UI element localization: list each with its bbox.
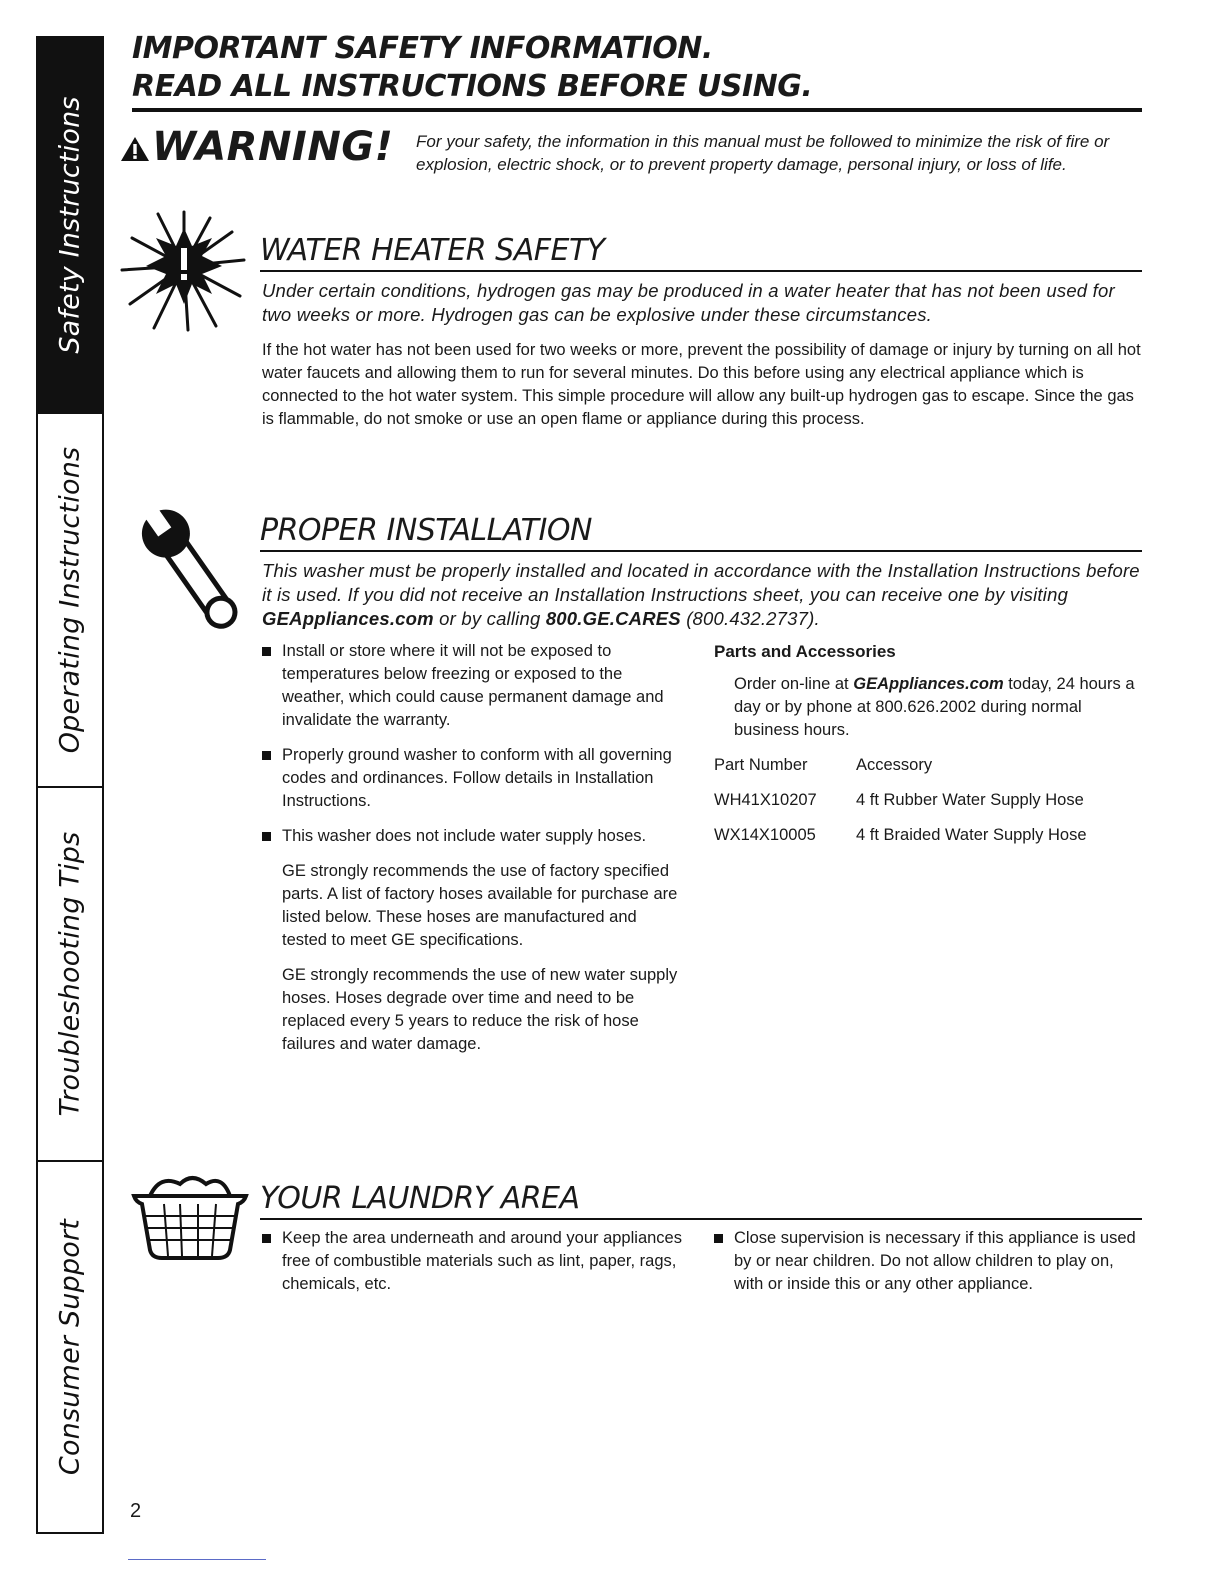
lead-text: or by calling bbox=[433, 608, 546, 629]
laundry-right bbox=[714, 1227, 1144, 1308]
tab-safety-instructions[interactable] bbox=[36, 36, 104, 414]
parts-table bbox=[714, 754, 1087, 859]
list-item: Close supervision is necessary if this appliance is used by or near children. Do not allow children to play on, with or inside this or any other appliance. bbox=[714, 1227, 1144, 1296]
page-number: 2 bbox=[130, 1500, 142, 1522]
installation-column bbox=[262, 640, 682, 1068]
list-item: Keep the area underneath and around your appliances free of combustible materials such as lint, paper, rags, chemicals, etc. bbox=[262, 1227, 682, 1296]
lead-text: This washer must be properly installed and located in accordance with the Installation Instructions before it is used. If you did not receive an Installation Instructions sheet, you can receive one by visiting bbox=[262, 560, 1140, 605]
tab-operating-instructions[interactable] bbox=[36, 412, 104, 788]
tab-label: Safety Instructions bbox=[54, 96, 86, 354]
lead-text: (800.432.2737). bbox=[680, 608, 820, 629]
warning-triangle-icon bbox=[120, 124, 150, 174]
column-header-accessory: Accessory bbox=[856, 756, 933, 774]
site-link[interactable]: GEAppliances.com bbox=[853, 675, 1004, 693]
laundry-left bbox=[262, 1227, 682, 1308]
water-heater-title: WATER HEATER SAFETY bbox=[260, 232, 1142, 272]
warning-title: WARNING! bbox=[152, 124, 394, 170]
warning-text: For your safety, the information in this manual must be followed to minimize the risk of fire or explosion, electric shock, or to prevent property damage, personal injury, or loss of life. bbox=[416, 132, 1110, 174]
installation-lead bbox=[262, 559, 1142, 631]
accessory-cell: 4 ft Braided Water Supply Hose bbox=[856, 826, 1087, 844]
list-item: Install or store where it will not be exposed to temperatures below freezing or exposed to the weather, which could cause permanent damage and invalidate the warranty. bbox=[262, 640, 682, 732]
footer-rule bbox=[128, 1559, 266, 1560]
tab-troubleshooting-tips[interactable] bbox=[36, 786, 104, 1162]
laundry-basket-icon bbox=[130, 1172, 250, 1267]
laundry-title: YOUR LAUNDRY AREA bbox=[260, 1180, 1142, 1220]
installation-title: PROPER INSTALLATION bbox=[260, 512, 1142, 552]
table-header-row bbox=[714, 754, 1087, 789]
water-heater-lead: Under certain conditions, hydrogen gas may be produced in a water heater that has not been used for two weeks or more. Hydrogen gas can be explosive under these circumstances. bbox=[262, 280, 1115, 325]
side-tabs bbox=[36, 36, 106, 1534]
list-item: This washer does not include water supply hoses. bbox=[262, 825, 682, 848]
part-number-cell: WH41X10207 bbox=[714, 791, 817, 809]
wrench-icon bbox=[130, 498, 250, 643]
part-number-cell: WX14X10005 bbox=[714, 826, 816, 844]
factory-parts-note: GE strongly recommends the use of factory specified parts. A list of factory hoses available for purchase are listed below. These hoses are manufactured and tested to meet GE specifications. bbox=[282, 862, 678, 949]
column-header-part: Part Number bbox=[714, 756, 808, 774]
list-item: Properly ground washer to conform with all governing codes and ordinances. Follow details in Installation Instructions. bbox=[262, 744, 682, 813]
warning-heading bbox=[120, 122, 393, 174]
page-header bbox=[132, 30, 1142, 112]
header-line-1: IMPORTANT SAFETY INFORMATION. bbox=[132, 31, 713, 66]
parts-title: Parts and Accessories bbox=[714, 642, 896, 661]
accessory-cell: 4 ft Rubber Water Supply Hose bbox=[856, 791, 1084, 809]
explosion-icon bbox=[118, 204, 250, 339]
water-heater-body: If the hot water has not been used for two weeks or more, prevent the possibility of damage or injury by turning on all hot water faucets and allowing them to run for several minutes. Do this before using any electrical appliance which is connected to the hot water system. This simple procedure will allow any built-up hydrogen gas to escape. Since the gas is flammable, do not smoke or use an open flame or appliance during this process. bbox=[262, 341, 1141, 428]
table-row bbox=[714, 824, 1087, 859]
tab-label: Operating Instructions bbox=[54, 446, 86, 754]
order-text: today, 24 hours a day or by phone at 800.626.2002 during normal business hours. bbox=[734, 675, 1135, 739]
phone-number: 800.GE.CARES bbox=[545, 608, 681, 629]
order-text: Order on-line at bbox=[734, 675, 854, 693]
hose-replacement-note: GE strongly recommends the use of new water supply hoses. Hoses degrade over time and need to be replaced every 5 years to reduce the risk of hose failures and water damage. bbox=[282, 966, 678, 1053]
tab-consumer-support[interactable] bbox=[36, 1160, 104, 1534]
site-link[interactable]: GEAppliances.com bbox=[262, 608, 434, 629]
tab-label: Troubleshooting Tips bbox=[54, 831, 86, 1117]
parts-accessories bbox=[714, 640, 1144, 859]
tab-label: Consumer Support bbox=[54, 1218, 86, 1476]
header-line-2: READ ALL INSTRUCTIONS BEFORE USING. bbox=[132, 69, 813, 104]
parts-order-text bbox=[714, 673, 1144, 742]
table-row bbox=[714, 789, 1087, 824]
